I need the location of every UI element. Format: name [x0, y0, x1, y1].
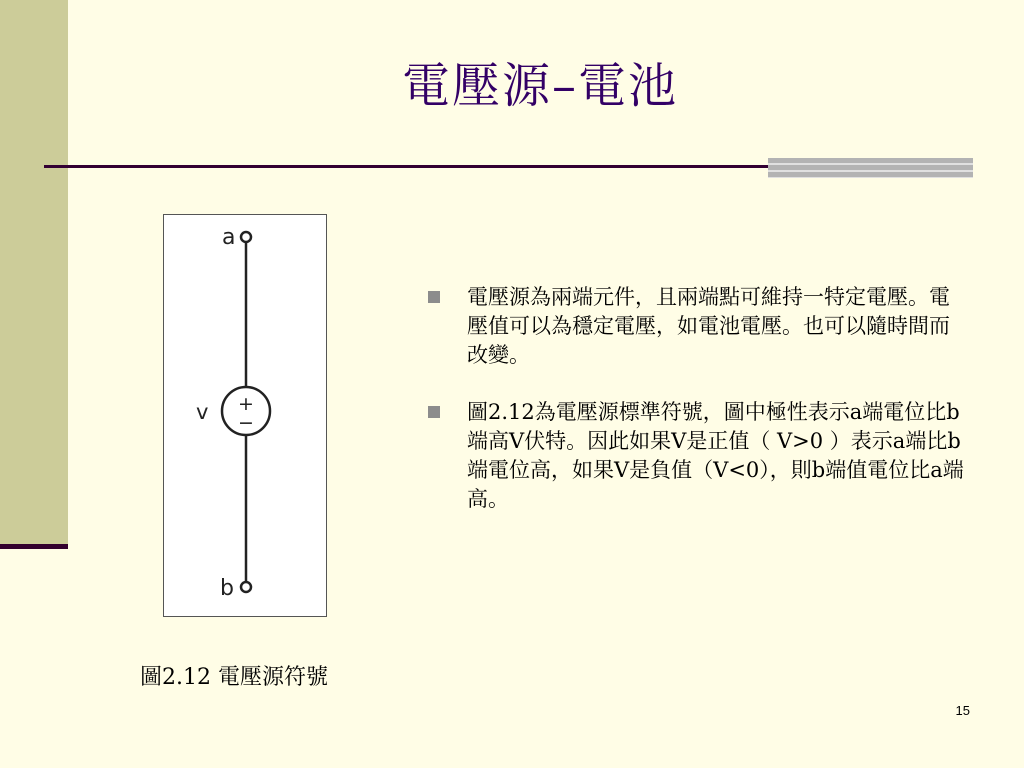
- terminal-a-node: [241, 232, 251, 242]
- minus-sign: −: [238, 412, 254, 434]
- voltage-label: v: [196, 400, 209, 424]
- terminal-b-node: [241, 582, 251, 592]
- bullet-item: [424, 398, 969, 514]
- bullet-list: [424, 283, 969, 542]
- voltage-source-figure: [163, 214, 327, 617]
- plus-sign: +: [238, 393, 254, 415]
- side-band: [0, 0, 68, 548]
- side-band-divider: [0, 544, 68, 549]
- bullet-item: [424, 283, 969, 370]
- terminal-a-label: a: [222, 225, 236, 250]
- figure-caption: 圖2.12 電壓源符號: [140, 665, 328, 690]
- voltage-source-symbol: [164, 215, 326, 616]
- square-bullet-icon: [428, 291, 440, 303]
- terminal-b-label: b: [220, 576, 234, 601]
- page-number: 15: [955, 703, 970, 718]
- bullet-text: 電壓源為兩端元件，且兩端點可維持一特定電壓。電壓值可以為穩定電壓，如電池電壓。也可以隨時間而改變。: [467, 285, 950, 367]
- bullet-text: 圖2.12為電壓源標準符號，圖中極性表示a端電位比b端高V伏特。因此如果V是正值（ V>0 ）表示a端比b端電位高，如果V是負值（V<0），則b端值電位比a端高。: [467, 400, 964, 511]
- square-bullet-icon: [428, 406, 440, 418]
- title-accent-bar: [768, 158, 973, 178]
- slide-title: 電壓源–電池: [401, 58, 678, 114]
